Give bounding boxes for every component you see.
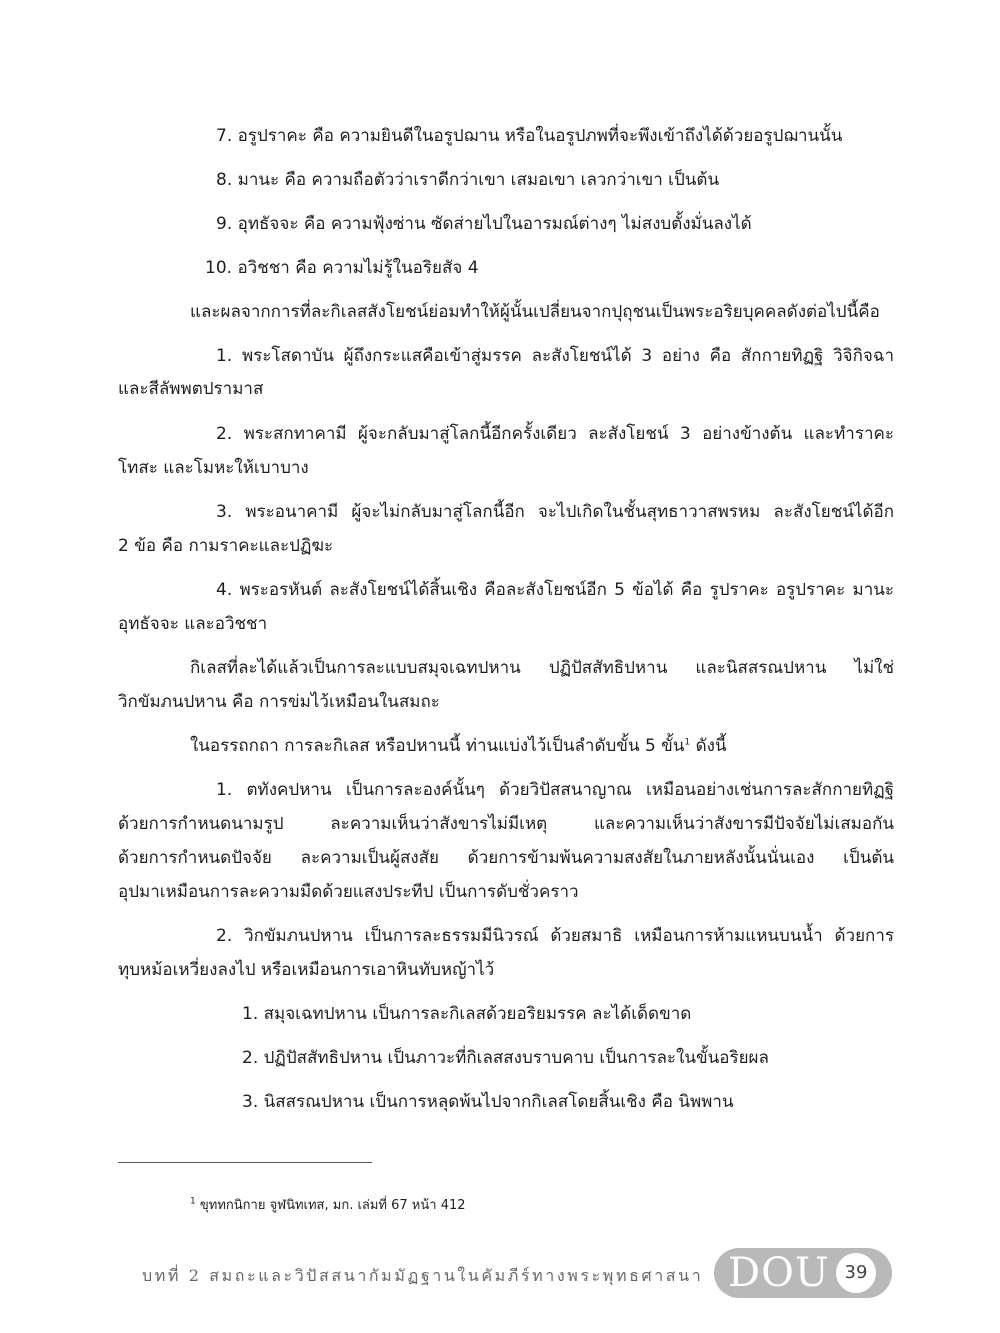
footer-badge: [714, 1248, 892, 1298]
paragraph-atthakatha: [190, 734, 727, 758]
page-number: 39: [836, 1253, 876, 1293]
list-item-7-arupa-raga: 7. อรูปราคะ คือ ความยินดีในอรูปฌาน หรือในอรูปภพที่จะพึงเข้าถึงได้ด้วยอรูปฌานนั้น: [216, 126, 843, 146]
paragraph-anagami-line-1: 3. พระอนาคามี ผู้จะไม่กลับมาสู่โลกนี้อีก จะไปเกิดในชั้นสุทธาวาสพรหม ละสังโยชน์ได้อีก: [216, 502, 894, 522]
paragraph-sakadagami-line-2: โทสะ และโมหะให้เบาบาง: [118, 458, 309, 478]
list-item-8-mana: 8. มานะ คือ ความถือตัวว่าเราดีกว่าเขา เสมอเขา เลวกว่าเขา เป็นต้น: [216, 170, 720, 190]
paragraph-sotapanna-line-1: 1. พระโสดาบัน ผู้ถึงกระแสคือเข้าสู่มรรค ละสังโยชน์ได้ 3 อย่าง คือ สักกายทิฏฐิ วิจิกิจฉา: [216, 346, 894, 366]
paragraph-arahant-line-2: อุทธัจจะ และอวิชชา: [118, 614, 268, 634]
sublist-item-nissarana: 3. นิสสรณปหาน เป็นการหลุดพ้นไปจากกิเลสโดยสิ้นเชิง คือ นิพพาน: [242, 1092, 734, 1112]
paragraph-tadanga-line-2: ด้วยการกำหนดนามรูป ละความเห็นว่าสังขารไม่มีเหตุ และความเห็นว่าสังขารมีปัจจัยไม่เสมอกัน: [118, 814, 894, 834]
paragraph-anagami-line-2: 2 ข้อ คือ กามราคะและปฏิฆะ: [118, 536, 334, 556]
footnote-divider: [118, 1162, 372, 1163]
list-item-9-uddhacca: 9. อุทธัจจะ คือ ความฟุ้งซ่าน ซัดส่ายไปในอารมณ์ต่างๆ ไม่สงบตั้งมั่นลงได้: [216, 214, 752, 234]
footnote-reference: 1: [684, 737, 691, 748]
dou-logo: DOU: [728, 1250, 830, 1296]
paragraph-vikkhambhana-line-2: ทุบหม้อเหวี่ยงลงไป หรือเหมือนการเอาหินทับหญ้าไว้: [118, 960, 495, 980]
paragraph-sotapanna-line-2: และสีลัพพตปรามาส: [118, 379, 264, 399]
sublist-item-samuccheda: 1. สมุจเฉทปหาน เป็นการละกิเลสด้วยอริยมรรค ละได้เด็ดขาด: [242, 1004, 692, 1024]
footnote-text: ขุททกนิกาย จูฬนิทเทส, มก. เล่มที่ 67 หน้า 412: [199, 1198, 466, 1213]
paragraph-vikkhambhana-line-1: 2. วิกขัมภนปหาน เป็นการละธรรมมีนิวรณ์ ด้วยสมาธิ เหมือนการห้ามแหนบนน้ำ ด้วยการ: [216, 926, 894, 946]
paragraph-tadanga-line-3: ด้วยการกำหนดปัจจัย ละความเป็นผู้สงสัย ด้วยการข้ามพ้นความสงสัยในภายหลังนั้นนั่นเอง เป็นต้น: [118, 848, 894, 868]
sublist-item-patipassaddhi: 2. ปฏิปัสสัทธิปหาน เป็นภาวะที่กิเลสสงบราบคาบ เป็นการละในขั้นอริยผล: [242, 1048, 769, 1068]
footnote: [190, 1196, 466, 1216]
list-item-10-avijja: 10. อวิชชา คือ ความไม่รู้ในอริยสัจ 4: [205, 258, 479, 278]
paragraph-kilesa-line-2: วิกขัมภนปหาน คือ การข่มไว้เหมือนในสมถะ: [118, 692, 440, 712]
footer-chapter-title: บทที่ 2 สมถะและวิปัสสนากัมมัฏฐานในคัมภีร์ทางพระพุทธศาสนา: [142, 1266, 704, 1285]
atthakatha-suffix: ดังนี้: [695, 736, 727, 756]
paragraph-sakadagami-line-1: 2. พระสกทาคามี ผู้จะกลับมาสู่โลกนี้อีกครั้งเดียว ละสังโยชน์ 3 อย่างข้างต้น และทำราคะ: [216, 424, 894, 444]
paragraph-arahant-line-1: 4. พระอรหันต์ ละสังโยชน์ได้สิ้นเชิง คือละสังโยชน์อีก 5 ข้อได้ คือ รูปราคะ อรูปราคะ มานะ: [216, 580, 894, 600]
footnote-marker: 1: [190, 1196, 196, 1207]
paragraph-tadanga-line-4: อุปมาเหมือนการละความมืดด้วยแสงประทีป เป็นการดับชั่วคราว: [118, 882, 579, 902]
paragraph-kilesa-line-1: กิเลสที่ละได้แล้วเป็นการละแบบสมุจเฉทปหาน ปฏิปัสสัทธิปหาน และนิสสรณปหาน ไม่ใช่: [190, 658, 894, 678]
paragraph-tadanga-line-1: 1. ตทังคปหาน เป็นการละองค์นั้นๆ ด้วยวิปัสสนาญาณ เหมือนอย่างเช่นการละสักกายทิฏฐิ: [216, 780, 894, 800]
atthakatha-text: ในอรรถกถา การละกิเลส หรือปหานนี้ ท่านแบ่งไว้เป็นลำดับขั้น 5 ขั้น: [190, 736, 685, 756]
paragraph-intro-ariya: และผลจากการที่ละกิเลสสังโยชน์ย่อมทำให้ผู้นั้นเปลี่ยนจากปุถุชนเป็นพระอริยบุคคลดังต่อไปนี้คือ: [190, 302, 880, 322]
